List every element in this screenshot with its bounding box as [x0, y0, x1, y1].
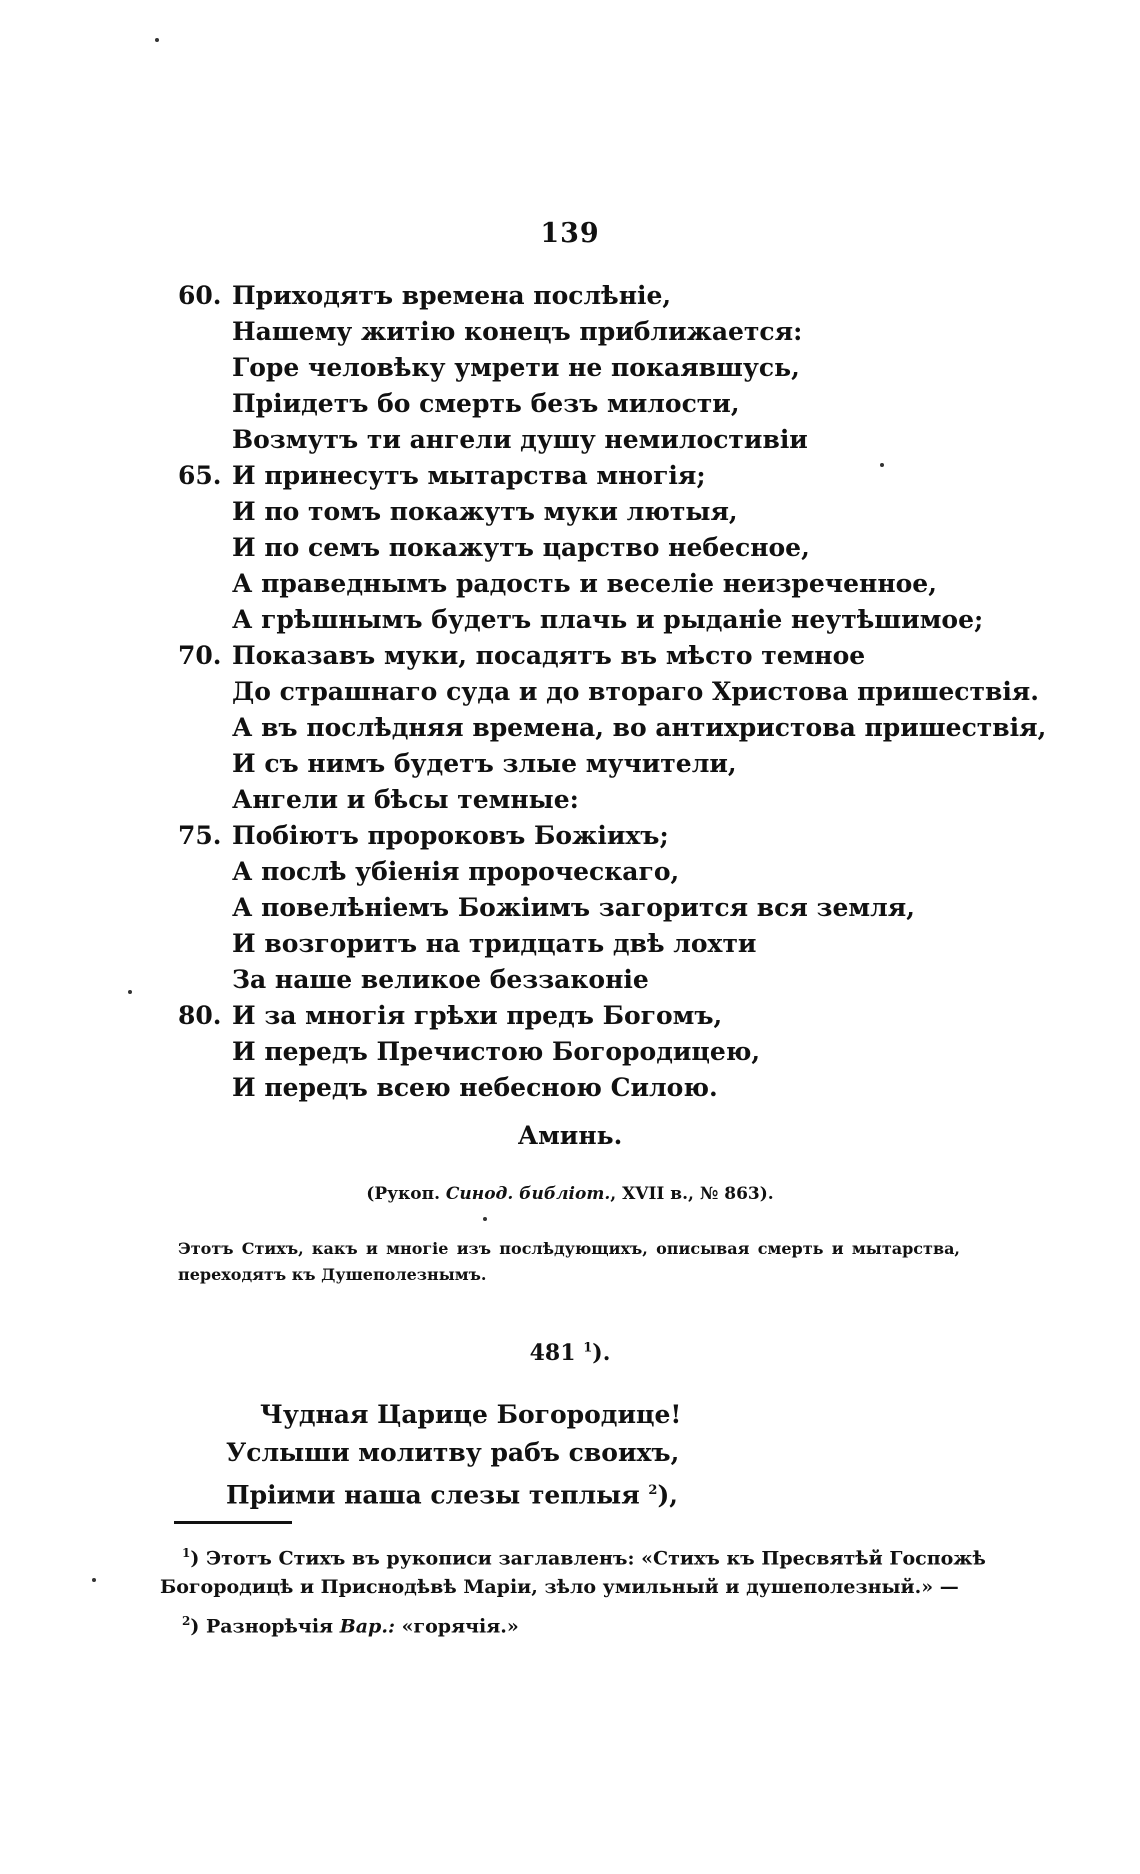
verse-line [178, 926, 1078, 962]
scan-speck [483, 1217, 487, 1221]
verse-line [178, 602, 1078, 638]
verse-line [178, 674, 1078, 710]
verse-line [178, 1034, 1078, 1070]
verse-text: И по семъ покажутъ царство небесное, [232, 533, 810, 562]
verse-line [178, 890, 1078, 926]
poem-verses [178, 278, 1078, 1106]
source-prefix: (Рукоп. [366, 1184, 440, 1204]
verse-line [178, 710, 1078, 746]
verse-text: Пріидетъ бо смерть безъ милости, [232, 389, 740, 418]
footnote-1-text-1: ) Этотъ Стихъ въ рукописи заглавленъ: «Стихъ къ Пресвятѣй Госпожѣ [190, 1547, 986, 1570]
verse-text: Возмутъ ти ангели душу немилостивіи [232, 425, 808, 454]
footnote-1-line-1 [160, 1536, 986, 1570]
poem2-line-text: Пріими наша слезы теплыя [226, 1480, 640, 1510]
poem2-footnote-marker: 2 [648, 1483, 658, 1498]
verse-number: 60. [178, 281, 222, 310]
poem-number-footnote-marker: 1 [583, 1340, 593, 1356]
verse-line [178, 638, 1078, 674]
verse-line [178, 854, 1078, 890]
verse-text: И за многія грѣхи предъ Богомъ, [232, 1001, 723, 1030]
verse-text: И по томъ покажутъ муки лютыя, [232, 497, 738, 526]
verse-text: За наше великое беззаконіе [232, 965, 649, 994]
verse-text: И принесутъ мытарства многія; [232, 461, 706, 490]
scan-speck [92, 1578, 96, 1582]
verse-line [178, 530, 1078, 566]
footnote-2-line [160, 1604, 960, 1638]
footnote-2-marker: 2 [182, 1614, 191, 1628]
verse-line [178, 386, 1078, 422]
verse-line [178, 458, 1078, 494]
verse-text: И съ нимъ будетъ злые мучители, [232, 749, 737, 778]
verse-line [178, 782, 1078, 818]
scan-speck [880, 463, 884, 467]
footnote-divider [174, 1521, 292, 1524]
scan-speck [155, 38, 159, 42]
verse-text: А повелѣніемъ Божіимъ загорится вся земля, [232, 893, 915, 922]
verse-line [178, 278, 1078, 314]
verse-line [178, 746, 1078, 782]
verse-line [178, 350, 1078, 386]
amen-line: Аминь. [517, 1121, 623, 1150]
editorial-note: Этотъ Стихъ, какъ и многіе изъ послѣдующихъ, описывая смерть и мытарства, переходятъ къ Душеполезнымъ. [178, 1239, 960, 1284]
verse-text: А послѣ убіенія пророческаго, [232, 857, 680, 886]
footnote-2-prefix: ) Разнорѣчія [190, 1615, 340, 1638]
manuscript-source [0, 1184, 1140, 1204]
footnote-1-marker: 1 [182, 1546, 191, 1560]
verse-text: До страшнаго суда и до втораго Христова пришествія. [232, 677, 1039, 706]
verse-text: Побіютъ пророковъ Божіихъ; [232, 821, 669, 850]
poem2-line [226, 1434, 679, 1472]
poem2-line-text: Чудная Царице Богородице! [260, 1400, 682, 1429]
verse-text: А грѣшнымъ будетъ плачь и рыданіе неутѣшимое; [232, 605, 984, 634]
poem2-line-text: Услыши молитву рабъ своихъ, [226, 1438, 680, 1467]
poem2-line [260, 1396, 681, 1434]
verse-text: А въ послѣдняя времена, во антихристова пришествія, [232, 713, 1047, 742]
verse-line [178, 962, 1078, 998]
poem-number-value: 481 [529, 1340, 576, 1366]
verse-text: Горе человѣку умрети не покаявшусь, [232, 353, 800, 382]
verse-number: 65. [178, 461, 222, 490]
poem2-line-after: ), [657, 1480, 678, 1510]
verse-number: 70. [178, 641, 222, 670]
page-number: 139 [540, 218, 600, 249]
verse-number: 80. [178, 1001, 222, 1030]
footnote-2-suffix: «горячія.» [394, 1615, 519, 1638]
poem-number-close: ). [592, 1340, 611, 1366]
verse-line [178, 566, 1078, 602]
verse-text: Показавъ муки, посадятъ въ мѣсто темное [232, 641, 866, 670]
footnote-1-line-2 [160, 1570, 960, 1604]
verse-text: И передъ Пречистою Богородицею, [232, 1037, 761, 1066]
verse-number: 75. [178, 821, 222, 850]
footnote-1-text-2: Богородицѣ и Приснодѣвѣ Маріи, зѣло умильный и душеполезный.» — [160, 1576, 959, 1598]
verse-line [178, 818, 1078, 854]
verse-line [178, 1070, 1078, 1106]
footnote-2-italic: Вар.: [339, 1615, 395, 1638]
verse-text: И возгоритъ на тридцать двѣ лохти [232, 929, 757, 958]
verse-line [178, 494, 1078, 530]
verse-line [178, 422, 1078, 458]
footnotes [160, 1536, 986, 1638]
verse-text: Ангели и бѣсы темные: [232, 785, 579, 814]
scan-speck [128, 990, 132, 994]
verse-text: Нашему житію конецъ приближается: [232, 317, 803, 346]
verse-text: И передъ всею небесною Силою. [232, 1073, 718, 1102]
source-library: Синод. библіот. [445, 1184, 611, 1204]
poem-number [0, 1340, 1140, 1366]
poem2-line [226, 1472, 678, 1510]
source-suffix: , XVII в., № 863). [610, 1184, 774, 1204]
verse-text: А праведнымъ радость и веселіе неизреченное, [232, 569, 937, 598]
verse-text: Приходятъ времена послѣніе, [232, 281, 672, 310]
verse-line [178, 998, 1078, 1034]
verse-line [178, 314, 1078, 350]
